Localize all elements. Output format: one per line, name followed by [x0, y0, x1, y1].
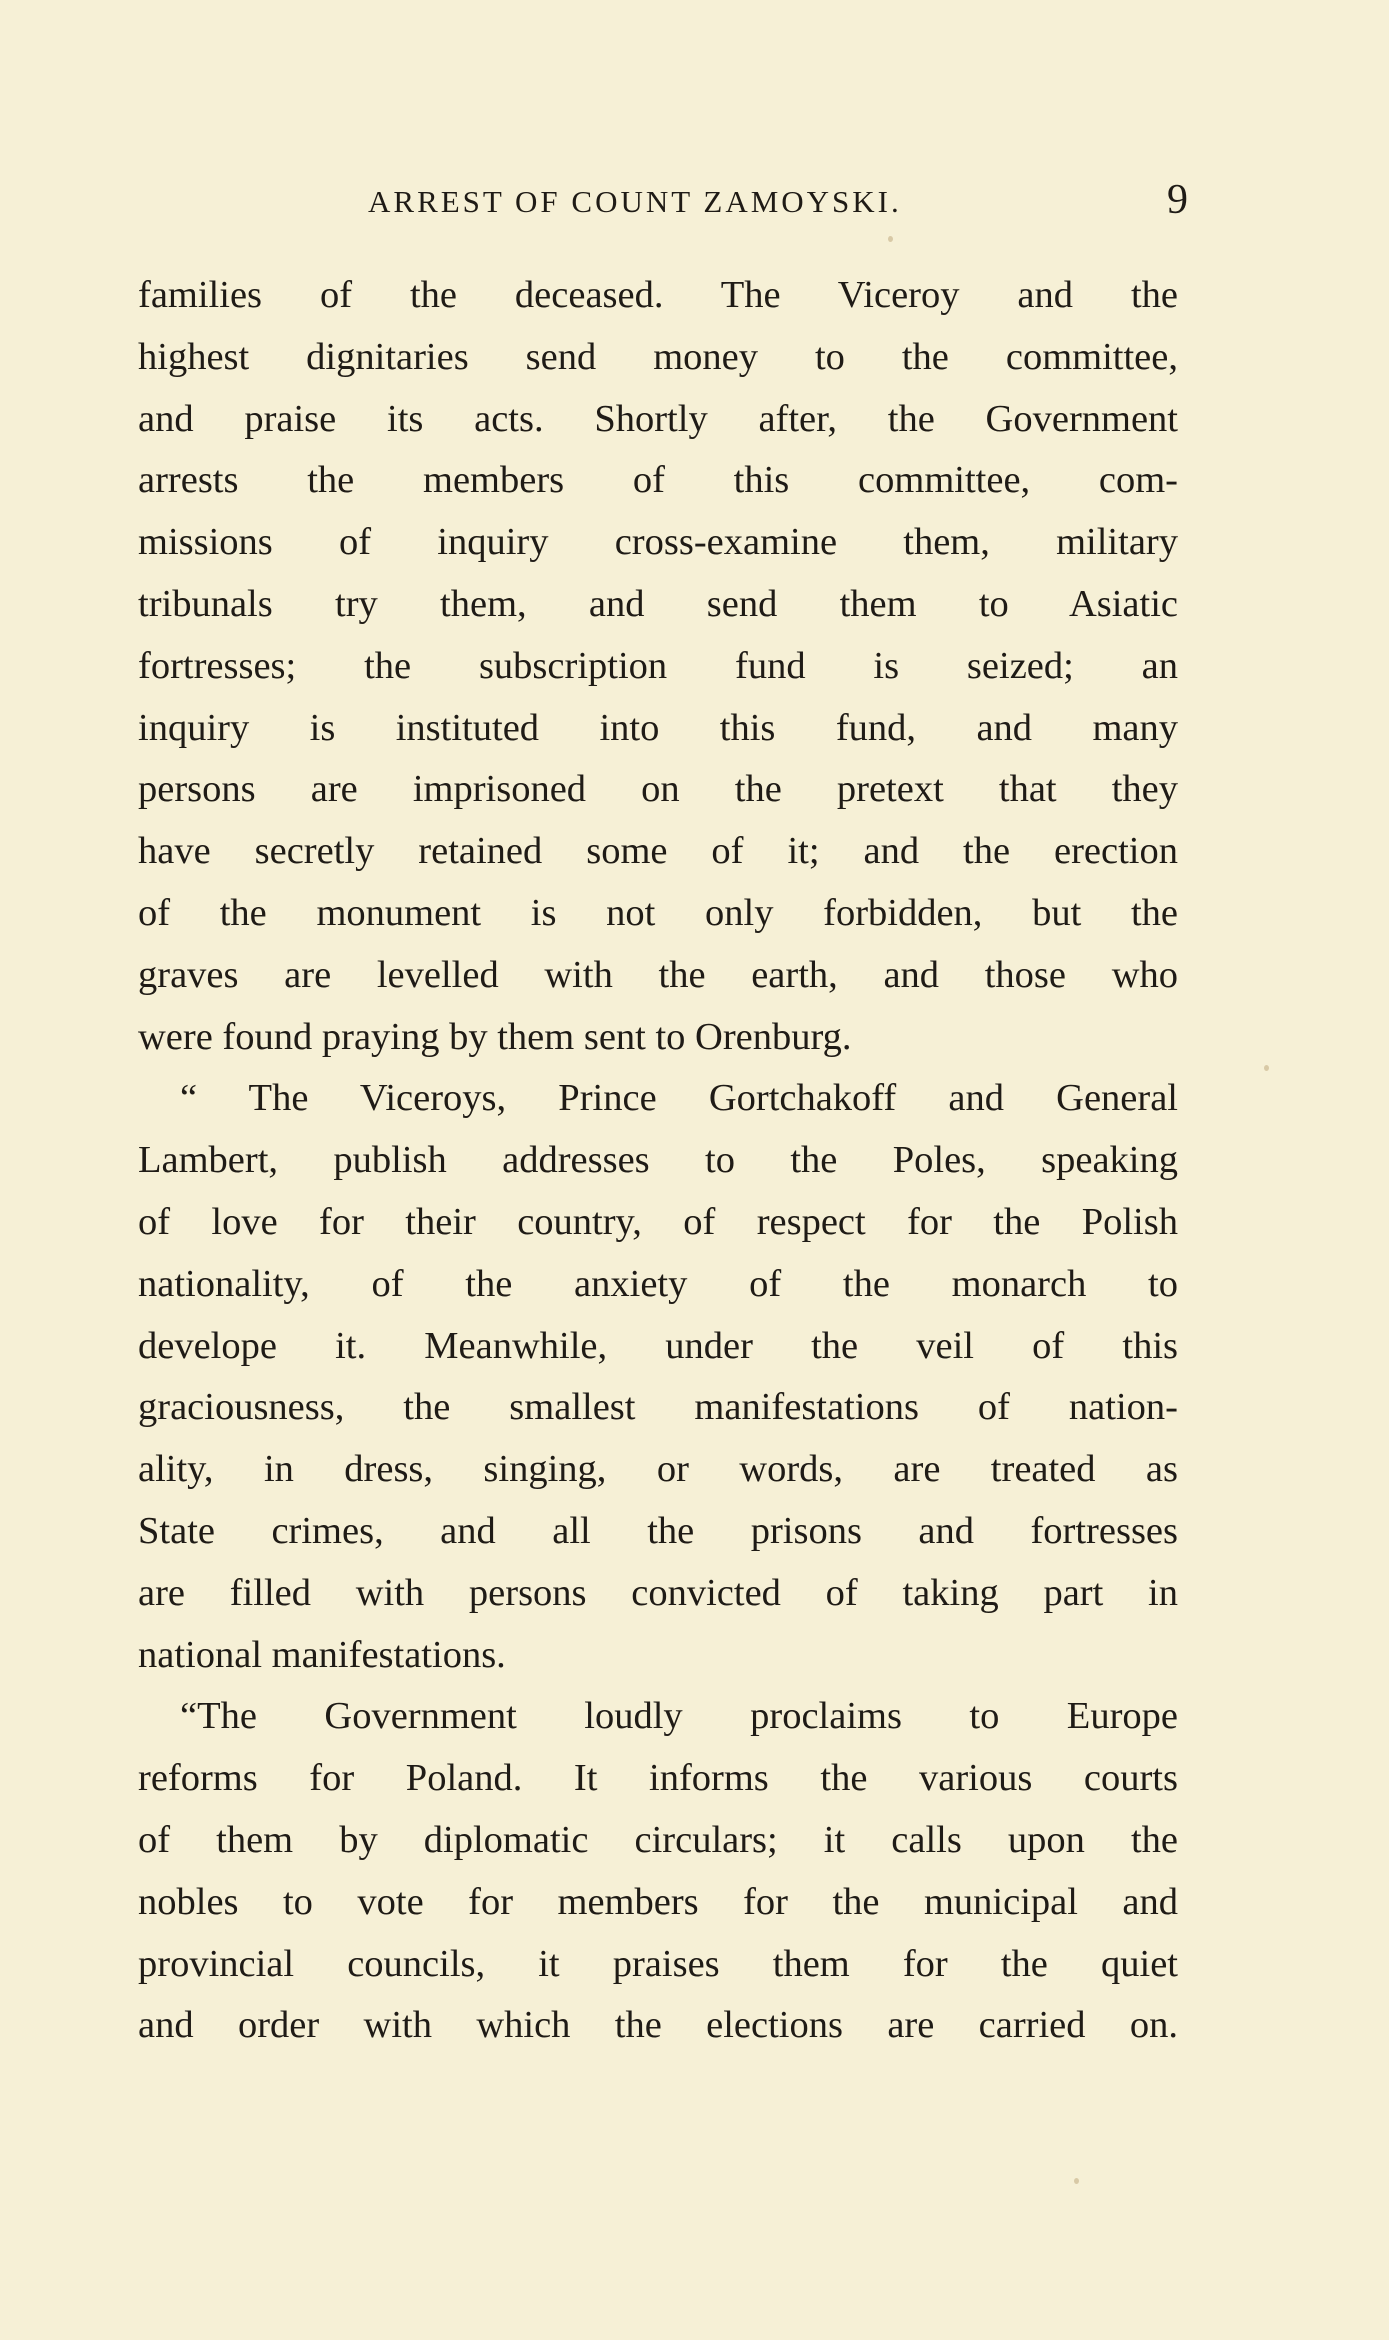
text-line: highest dignitaries send money to the committee,: [138, 335, 1178, 378]
text-line: of the monument is not only forbidden, but the: [138, 891, 1178, 934]
body-text: [138, 265, 1178, 2057]
text-line: have secretly retained some of it; and the erection: [138, 830, 1178, 873]
text-line: arrests the members of this committee, com-: [138, 459, 1178, 502]
text-line: fortresses; the subscription fund is seized; an: [138, 644, 1178, 687]
text-line: reforms for Poland. It informs the various courts: [138, 1757, 1178, 1800]
text-line: State crimes, and all the prisons and fortresses: [138, 1509, 1178, 1552]
text-line: provincial councils, it praises them for the quiet: [138, 1942, 1178, 1985]
text-line: and praise its acts. Shortly after, the Government: [138, 397, 1178, 440]
text-line: of love for their country, of respect for the Polish: [138, 1200, 1178, 1243]
text-line: and order with which the elections are carried on.: [138, 2004, 1178, 2047]
text-line: tribunals try them, and send them to Asiatic: [138, 582, 1178, 625]
paper-speck: [1264, 1065, 1269, 1071]
text-line: persons are imprisoned on the pretext that they: [138, 768, 1178, 811]
text-line: Lambert, publish addresses to the Poles, speaking: [138, 1139, 1178, 1182]
running-title: ARREST OF COUNT ZAMOYSKI.: [368, 184, 902, 219]
text-line: nobles to vote for members for the municipal and: [138, 1880, 1178, 1923]
text-line: of them by diplomatic circulars; it calls upon the: [138, 1818, 1178, 1861]
text-line: national manifestations.: [138, 1633, 506, 1676]
paper-speck: [1074, 2178, 1079, 2184]
text-line: “The Government loudly proclaims to Europe: [180, 1695, 1178, 1738]
text-line: families of the deceased. The Viceroy and the: [138, 274, 1178, 316]
text-line: inquiry is instituted into this fund, and many: [138, 706, 1178, 749]
text-line: ality, in dress, singing, or words, are treated as: [138, 1448, 1178, 1491]
text-line: develope it. Meanwhile, under the veil of this: [138, 1324, 1178, 1367]
page-number: 9: [1167, 177, 1188, 223]
text-line: were found praying by them sent to Orenburg.: [138, 1015, 852, 1058]
text-line: graciousness, the smallest manifestations of nation-: [138, 1386, 1178, 1429]
text-line: are filled with persons convicted of taking part in: [138, 1571, 1178, 1614]
paper-speck: [888, 236, 893, 242]
running-head: [138, 177, 1188, 228]
text-line: nationality, of the anxiety of the monarch to: [138, 1262, 1178, 1305]
text-line: “ The Viceroys, Prince Gortchakoff and General: [180, 1077, 1178, 1120]
text-line: graves are levelled with the earth, and those who: [138, 953, 1178, 996]
text-line: missions of inquiry cross-examine them, military: [138, 521, 1178, 564]
